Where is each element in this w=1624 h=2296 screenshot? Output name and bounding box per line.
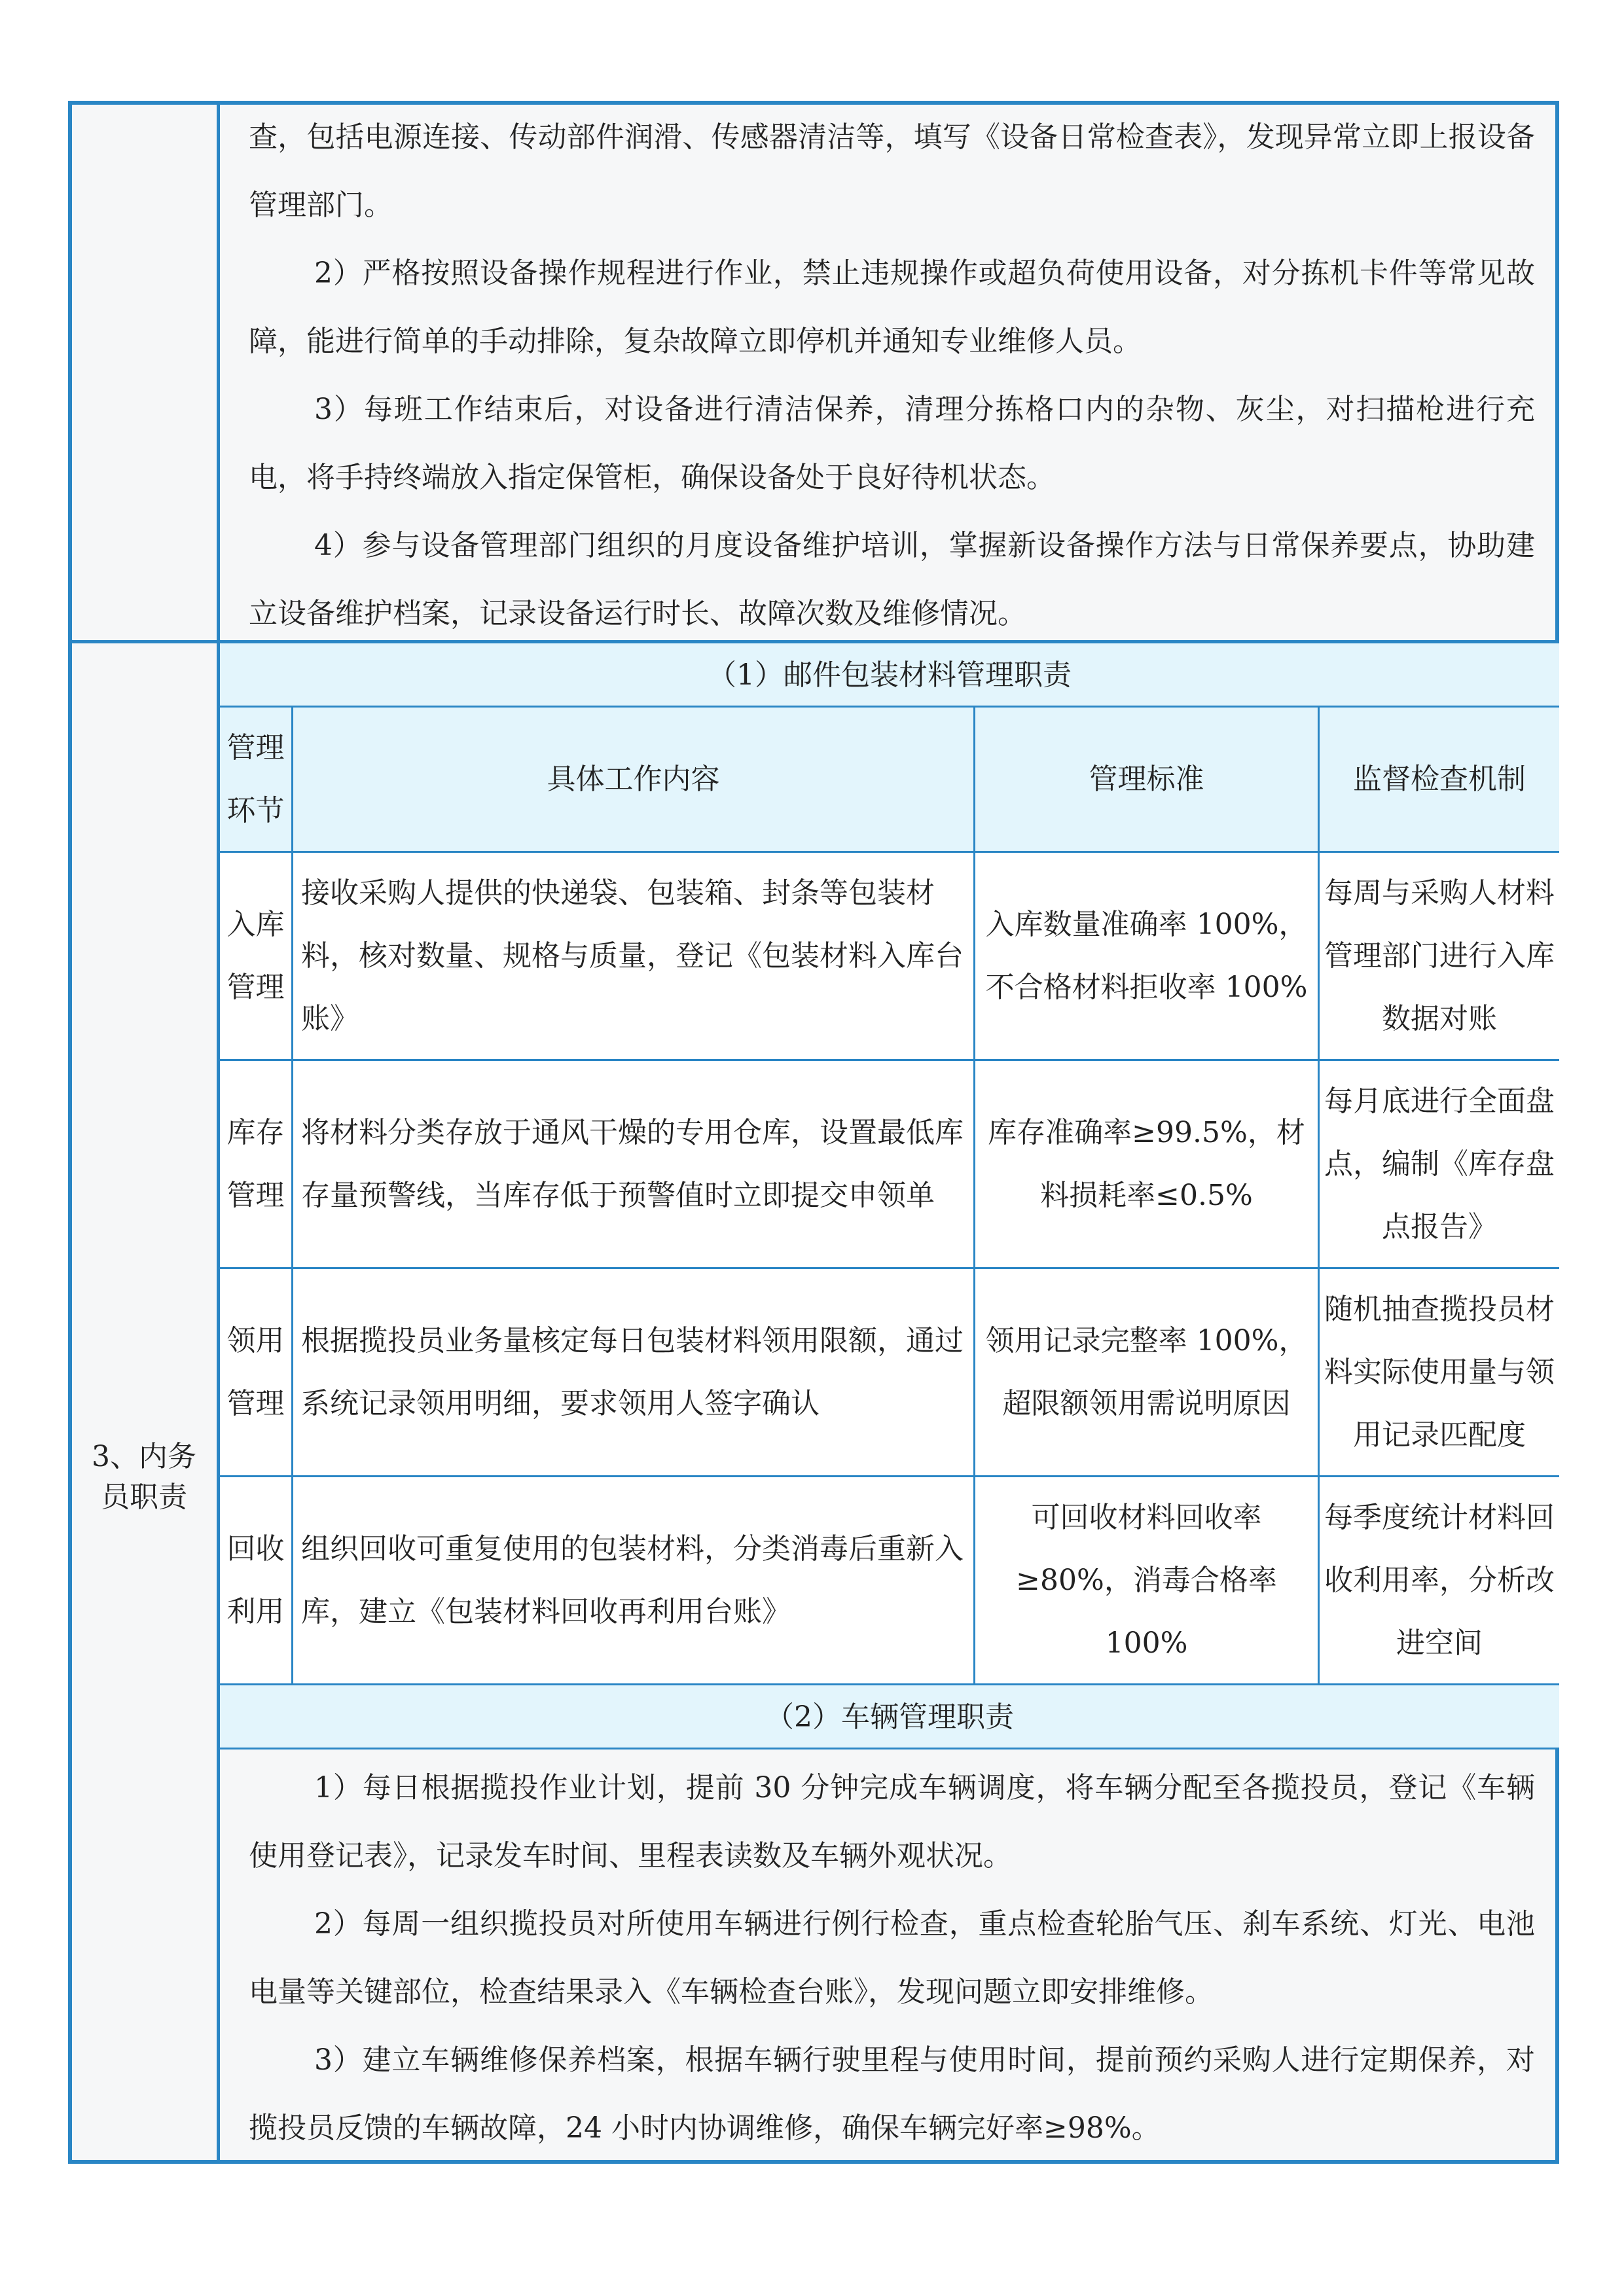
col-header-standard: 管理标准 <box>975 708 1320 853</box>
table-row-content: 将材料分类存放于通风干燥的专用仓库，设置最低库存量预警线，当库存低于预警值时立即提交申领单 <box>293 1061 975 1269</box>
table-row-stage: 入库管理 <box>220 853 293 1061</box>
table-row-standard: 库存准确率≥99.5%，材料损耗率≤0.5% <box>975 1061 1320 1269</box>
table-row-standard: 入库数量准确率 100%，不合格材料拒收率 100% <box>975 853 1320 1061</box>
vehicle-duty-2: 2）每周一组织揽投员对所使用车辆进行例行检查，重点检查轮胎气压、刹车系统、灯光、电池电量等关键部位，检查结果录入《车辆检查台账》，发现问题立即安排维修。 <box>249 1907 1535 2009</box>
table-row-supervision: 随机抽查揽投员材料实际使用量与领用记录匹配度 <box>1320 1269 1559 1477</box>
table-row-content: 组织回收可重复使用的包装材料，分类消毒后重新入库，建立《包装材料回收再利用台账》 <box>293 1477 975 1685</box>
table-row-supervision: 每周与采购人材料管理部门进行入库数据对账 <box>1320 853 1559 1061</box>
vehicle-duty-3: 3）建立车辆维修保养档案，根据车辆行驶里程与使用时间，提前预约采购人进行定期保养，对揽投员反馈的车辆故障，24 小时内协调维修，确保车辆完好率≥98%。 <box>249 2043 1535 2145</box>
left-label-column <box>72 105 220 2160</box>
table-row-supervision: 每季度统计材料回收利用率，分析改进空间 <box>1320 1477 1559 1685</box>
table-row-stage: 回收利用 <box>220 1477 293 1685</box>
table-row-supervision: 每月底进行全面盘点，编制《库存盘点报告》 <box>1320 1061 1559 1269</box>
table-row-stage: 库存管理 <box>220 1061 293 1269</box>
vehicle-duty-1: 1）每日根据揽投作业计划，提前 30 分钟完成车辆调度，将车辆分配至各揽投员，登记《车辆使用登记表》，记录发车时间、里程表读数及车辆外观状况。 <box>249 1771 1535 1873</box>
col-header-stage: 管理环节 <box>220 708 293 853</box>
vehicle-section-title: （2）车辆管理职责 <box>220 1685 1559 1749</box>
vehicle-duties-block <box>249 1754 1535 2162</box>
equipment-duties-block <box>249 103 1535 648</box>
table-row-content: 根据揽投员业务量核定每日包装材料领用限额，通过系统记录领用明细，要求领用人签字确认 <box>293 1269 975 1477</box>
responsibility-table <box>68 101 1559 2164</box>
col-header-supervision: 监督检查机制 <box>1320 708 1559 853</box>
col-header-content: 具体工作内容 <box>293 708 975 853</box>
equipment-duty-4: 4）参与设备管理部门组织的月度设备维护培训，掌握新设备操作方法与日常保养要点，协助建立设备维护档案，记录设备运行时长、故障次数及维修情况。 <box>249 529 1535 630</box>
section3-label: 3、内务员职责 <box>92 1440 196 1514</box>
table-row-standard: 可回收材料回收率≥80%，消毒合格率 100% <box>975 1477 1320 1685</box>
table-row-standard: 领用记录完整率 100%，超限额领用需说明原因 <box>975 1269 1320 1477</box>
equipment-duty-2: 2）严格按照设备操作规程进行作业，禁止违规操作或超负荷使用设备，对分拣机卡件等常见故障，能进行简单的手动排除，复杂故障立即停机并通知专业维修人员。 <box>249 257 1535 358</box>
table-row-stage: 领用管理 <box>220 1269 293 1477</box>
packaging-section-title: （1）邮件包装材料管理职责 <box>220 643 1559 708</box>
equipment-duty-3: 3）每班工作结束后，对设备进行清洁保养，清理分拣格口内的杂物、灰尘，对扫描枪进行充电，将手持终端放入指定保管柜，确保设备处于良好待机状态。 <box>249 393 1535 494</box>
table-row-content: 接收采购人提供的快递袋、包装箱、封条等包装材料，核对数量、规格与质量，登记《包装材料入库台账》 <box>293 853 975 1061</box>
equipment-duty-1-tail: 查，包括电源连接、传动部件润滑、传感器清洁等，填写《设备日常检查表》，发现异常立即上报设备管理部门。 <box>249 120 1535 222</box>
